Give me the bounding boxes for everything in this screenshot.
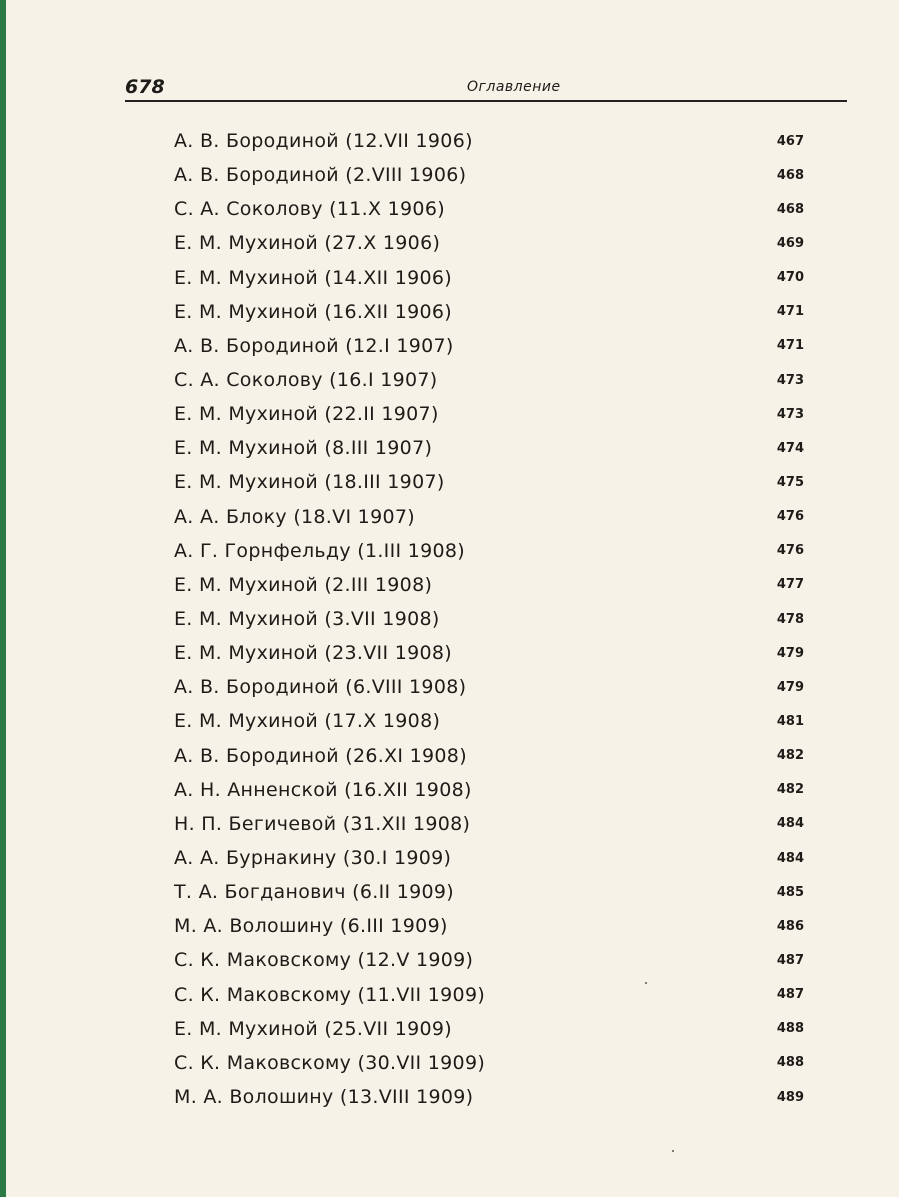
toc-entry-title: Е. М. Мухиной (27.X 1906) xyxy=(174,232,448,254)
dot-leader xyxy=(453,472,756,492)
toc-entry-page: 487 xyxy=(776,952,804,968)
paper-speck xyxy=(645,982,647,984)
toc-entry xyxy=(174,295,804,329)
toc-entry-title: А. Г. Горнфельду (1.III 1908) xyxy=(174,540,473,562)
toc-entry-title: А. А. Блоку (18.VI 1907) xyxy=(174,506,423,528)
toc-entry-page: 471 xyxy=(776,304,804,320)
toc-entry xyxy=(174,909,804,943)
toc-entry-page: 475 xyxy=(776,474,804,490)
toc-entry-title: Н. П. Бегичевой (31.XII 1908) xyxy=(174,813,478,835)
toc-entry xyxy=(174,158,804,192)
toc-entry xyxy=(174,602,804,636)
toc-entry-title: С. К. Маковскому (30.VII 1909) xyxy=(174,1052,493,1074)
toc-entry xyxy=(174,636,804,670)
toc-entry-title: А. Н. Анненской (16.XII 1908) xyxy=(174,779,480,801)
toc-entry xyxy=(174,978,804,1012)
toc-entry-title: С. А. Соколову (16.I 1907) xyxy=(174,369,446,391)
toc-entry xyxy=(174,534,804,568)
toc-entry xyxy=(174,397,804,431)
toc-entry-page: 479 xyxy=(776,679,804,695)
toc-entry-title: А. В. Бородиной (2.VIII 1906) xyxy=(174,164,474,186)
toc-entry xyxy=(174,807,804,841)
toc-entry xyxy=(174,431,804,465)
toc-entry-page: 489 xyxy=(776,1089,804,1105)
dot-leader xyxy=(446,370,756,390)
dot-leader xyxy=(474,677,756,697)
toc-entry-page: 488 xyxy=(776,1021,804,1037)
header-rule xyxy=(125,100,847,102)
toc-entry-page: 482 xyxy=(776,748,804,764)
toc-entry-page: 482 xyxy=(776,782,804,798)
toc-entry-page: 471 xyxy=(776,338,804,354)
toc-entry xyxy=(174,739,804,773)
dot-leader xyxy=(478,814,756,834)
toc-entry-page: 478 xyxy=(776,611,804,627)
dot-leader xyxy=(462,882,756,902)
toc-entry-title: С. А. Соколову (11.X 1906) xyxy=(174,198,453,220)
toc-entry xyxy=(174,773,804,807)
toc-entry-page: 488 xyxy=(776,1055,804,1071)
dot-leader xyxy=(448,711,756,731)
toc-entry-page: 467 xyxy=(776,133,804,149)
toc-entry-title: М. А. Волошину (13.VIII 1909) xyxy=(174,1086,481,1108)
toc-entry-page: 469 xyxy=(776,235,804,251)
toc-entry xyxy=(174,329,804,363)
toc-entry-page: 487 xyxy=(776,987,804,1003)
dot-leader xyxy=(440,575,756,595)
toc-entry-page: 476 xyxy=(776,509,804,525)
toc-entry-page: 485 xyxy=(776,884,804,900)
dot-leader xyxy=(481,1087,756,1107)
table-of-contents xyxy=(174,124,804,1114)
toc-entry-page: 484 xyxy=(776,850,804,866)
toc-entry-title: А. В. Бородиной (26.XI 1908) xyxy=(174,745,475,767)
toc-entry-title: А. В. Бородиной (12.VII 1906) xyxy=(174,130,481,152)
dot-leader xyxy=(447,404,756,424)
toc-entry xyxy=(174,363,804,397)
page-edge xyxy=(0,0,6,1197)
toc-entry xyxy=(174,943,804,977)
toc-entry-title: А. А. Бурнакину (30.I 1909) xyxy=(174,847,459,869)
toc-entry-title: Е. М. Мухиной (2.III 1908) xyxy=(174,574,440,596)
dot-leader xyxy=(460,643,756,663)
dot-leader xyxy=(460,1019,756,1039)
toc-entry-page: 479 xyxy=(776,645,804,661)
dot-leader xyxy=(440,438,756,458)
toc-entry xyxy=(174,226,804,260)
dot-leader xyxy=(481,131,756,151)
toc-entry xyxy=(174,1080,804,1114)
toc-entry-title: М. А. Волошину (6.III 1909) xyxy=(174,915,456,937)
running-head: Оглавление xyxy=(467,79,561,95)
toc-entry-title: А. В. Бородиной (6.VIII 1908) xyxy=(174,676,474,698)
toc-entry-page: 473 xyxy=(776,406,804,422)
dot-leader xyxy=(462,336,756,356)
toc-entry-title: Е. М. Мухиной (22.II 1907) xyxy=(174,403,447,425)
dot-leader xyxy=(473,541,756,561)
toc-entry-page: 470 xyxy=(776,270,804,286)
toc-entry xyxy=(174,841,804,875)
dot-leader xyxy=(480,780,756,800)
toc-entry xyxy=(174,465,804,499)
dot-leader xyxy=(453,199,756,219)
dot-leader xyxy=(475,746,756,766)
dot-leader xyxy=(493,985,756,1005)
toc-entry-title: С. К. Маковскому (12.V 1909) xyxy=(174,949,481,971)
dot-leader xyxy=(456,916,756,936)
toc-entry xyxy=(174,1012,804,1046)
dot-leader xyxy=(493,1053,756,1073)
toc-entry xyxy=(174,670,804,704)
toc-entry-page: 486 xyxy=(776,918,804,934)
toc-entry-title: Е. М. Мухиной (18.III 1907) xyxy=(174,471,453,493)
toc-entry-title: Т. А. Богданович (6.II 1909) xyxy=(174,881,462,903)
toc-entry-page: 477 xyxy=(776,577,804,593)
toc-entry-title: Е. М. Мухиной (14.XII 1906) xyxy=(174,267,460,289)
toc-entry xyxy=(174,875,804,909)
toc-entry xyxy=(174,124,804,158)
toc-entry-page: 484 xyxy=(776,816,804,832)
toc-entry-page: 473 xyxy=(776,372,804,388)
toc-entry-title: Е. М. Мухиной (25.VII 1909) xyxy=(174,1018,460,1040)
dot-leader xyxy=(448,233,756,253)
toc-entry-page: 476 xyxy=(776,543,804,559)
toc-entry-page: 468 xyxy=(776,201,804,217)
toc-entry-title: Е. М. Мухиной (23.VII 1908) xyxy=(174,642,460,664)
toc-entry-title: Е. М. Мухиной (16.XII 1906) xyxy=(174,301,460,323)
dot-leader xyxy=(460,302,756,322)
toc-entry xyxy=(174,704,804,738)
toc-entry-page: 481 xyxy=(776,713,804,729)
toc-entry-title: Е. М. Мухиной (17.X 1908) xyxy=(174,710,448,732)
toc-entry-title: А. В. Бородиной (12.I 1907) xyxy=(174,335,462,357)
toc-entry-page: 474 xyxy=(776,440,804,456)
dot-leader xyxy=(481,950,756,970)
dot-leader xyxy=(448,609,756,629)
toc-entry-title: Е. М. Мухиной (8.III 1907) xyxy=(174,437,440,459)
toc-entry xyxy=(174,500,804,534)
toc-entry-page: 468 xyxy=(776,167,804,183)
dot-leader xyxy=(460,268,756,288)
page-number: 678 xyxy=(125,76,165,98)
toc-entry xyxy=(174,261,804,295)
toc-entry xyxy=(174,568,804,602)
dot-leader xyxy=(474,165,756,185)
toc-entry xyxy=(174,1046,804,1080)
toc-entry-title: С. К. Маковскому (11.VII 1909) xyxy=(174,984,493,1006)
toc-entry xyxy=(174,192,804,226)
paper-speck xyxy=(672,1150,674,1152)
dot-leader xyxy=(459,848,756,868)
toc-entry-title: Е. М. Мухиной (3.VII 1908) xyxy=(174,608,448,630)
dot-leader xyxy=(423,507,756,527)
